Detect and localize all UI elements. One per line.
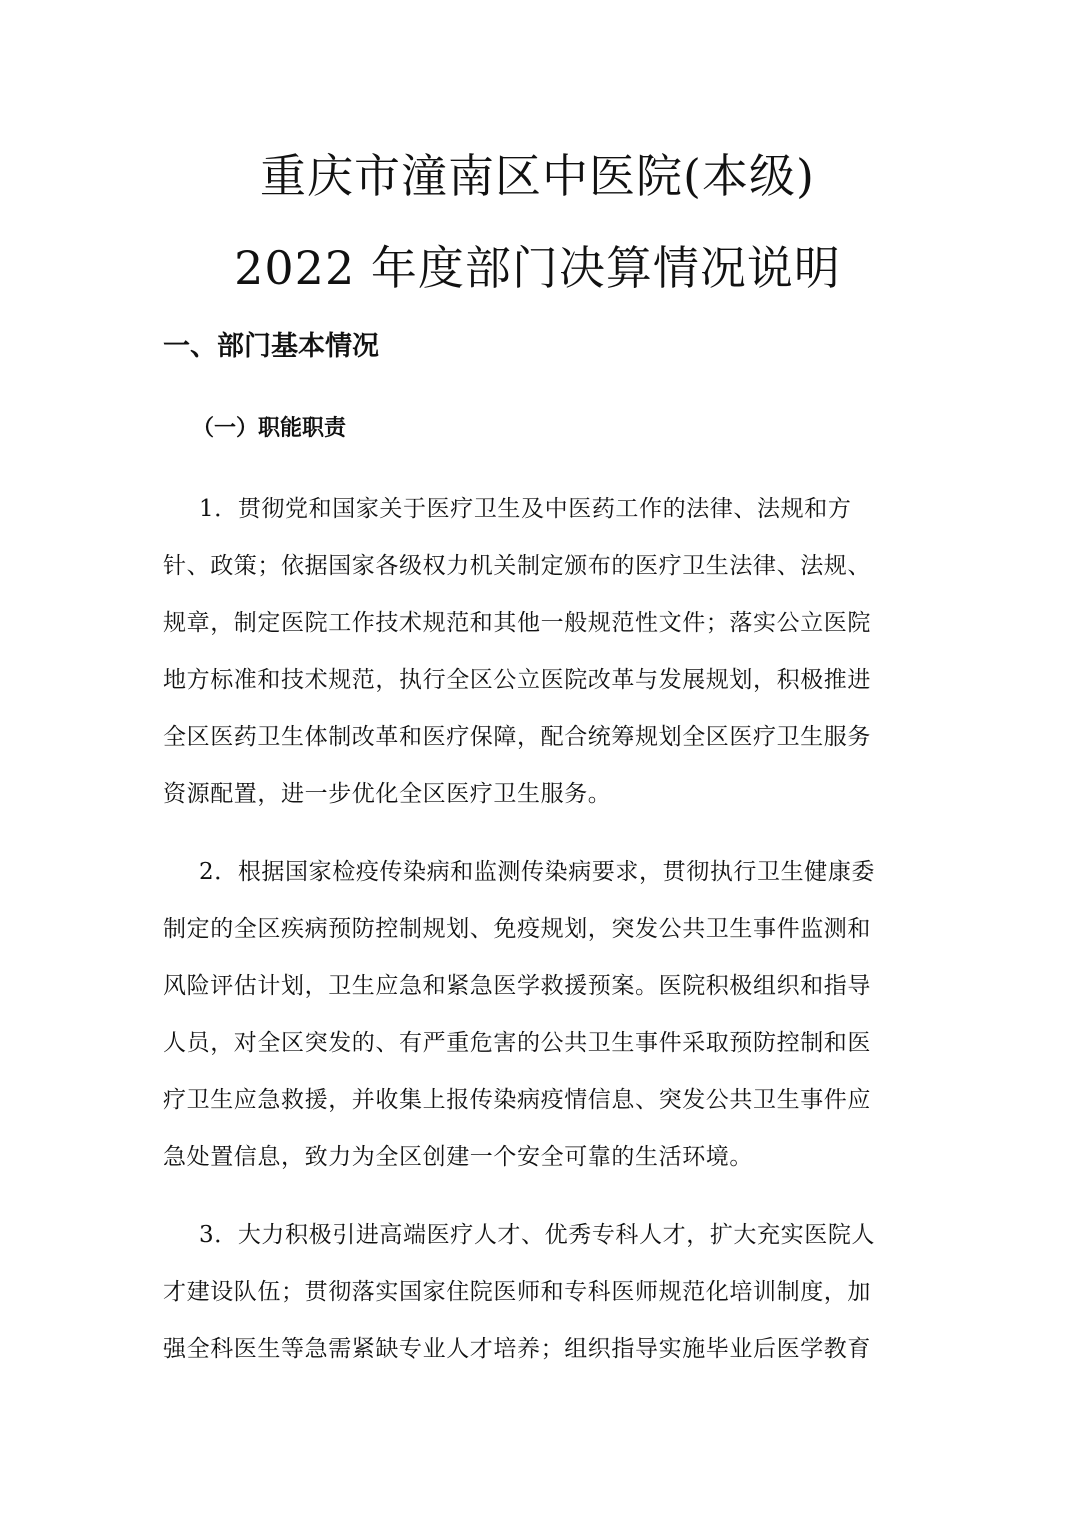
paragraph-line: 2．根据国家检疫传染病和监测传染病要求，贯彻执行卫生健康委 xyxy=(199,859,876,885)
document-title-line-1: 重庆市潼南区中医院(本级) xyxy=(260,149,815,203)
document-title-line-2: 2022 年度部门决算情况说明 xyxy=(234,241,841,295)
paragraph-line: 1．贯彻党和国家关于医疗卫生及中医药工作的法律、法规和方 xyxy=(199,496,852,522)
paragraph-line: 3．大力积极引进高端医疗人才、优秀专科人才，扩大充实医院人 xyxy=(199,1222,876,1248)
paragraph-line: 疗卫生应急救援，并收集上报传染病疫情信息、突发公共卫生事件应 xyxy=(163,1087,871,1113)
paragraph-line: 资源配置，进一步优化全区医疗卫生服务。 xyxy=(163,781,612,807)
paragraph-duty-1 xyxy=(163,481,923,823)
paragraph-line: 才建设队伍；贯彻落实国家住院医师和专科医师规范化培训制度，加 xyxy=(163,1279,871,1305)
paragraph-line: 急处置信息，致力为全区创建一个安全可靠的生活环境。 xyxy=(163,1144,753,1170)
subsection-heading: （一）职能职责 xyxy=(192,416,347,441)
paragraph-line: 强全科医生等急需紧缺专业人才培养；组织指导实施毕业后医学教育 xyxy=(163,1336,871,1362)
paragraph-line: 人员，对全区突发的、有严重危害的公共卫生事件采取预防控制和医 xyxy=(163,1030,871,1056)
paragraph-line: 全区医药卫生体制改革和医疗保障，配合统筹规划全区医疗卫生服务 xyxy=(163,724,871,750)
section-heading: 一、部门基本情况 xyxy=(163,331,379,362)
paragraph-line: 规章，制定医院工作技术规范和其他一般规范性文件；落实公立医院 xyxy=(163,610,871,636)
paragraph-duty-2 xyxy=(163,844,923,1186)
paragraph-line: 制定的全区疾病预防控制规划、免疫规划，突发公共卫生事件监测和 xyxy=(163,916,871,942)
paragraph-duty-3 xyxy=(163,1207,923,1378)
paragraph-line: 针、政策；依据国家各级权力机关制定颁布的医疗卫生法律、法规、 xyxy=(163,553,871,579)
paragraph-line: 地方标准和技术规范，执行全区公立医院改革与发展规划，积极推进 xyxy=(163,667,871,693)
paragraph-line: 风险评估计划，卫生应急和紧急医学救援预案。医院积极组织和指导 xyxy=(163,973,871,999)
